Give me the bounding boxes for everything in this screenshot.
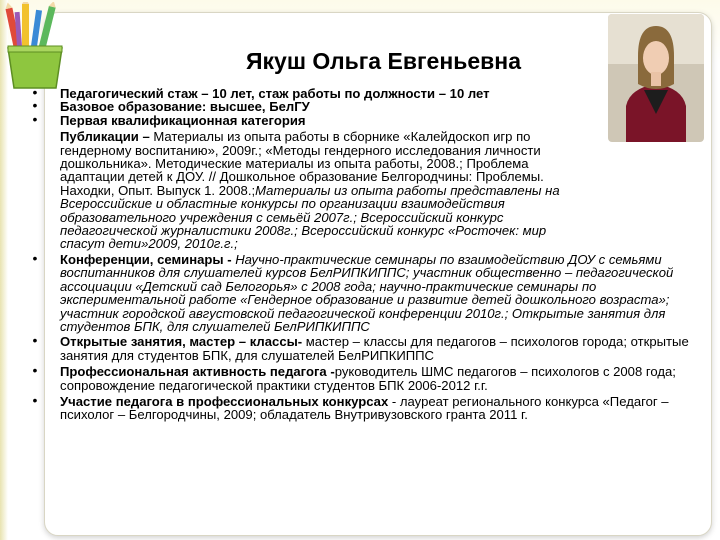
bullet-marker: • [32,249,38,266]
item-heading: Профессиональная активность педагога - [60,364,335,380]
item-text: мастер – классы для педагогов – психологов города; открытые занятия для студентов БПК, для слушателей БелРИПКИППС [60,334,689,363]
list-item-activity [32,362,700,393]
list-item-publications [60,130,590,251]
item-text: Первая квалификационная категория [60,112,306,128]
item-italic-text: Научно-практические семинары по взаимодействию ДОУ с семьями воспитанников для слушателей курсов БелРИПКИППС; участник общественно – педагогической ассоциации «Детский сад Белогорья» с 2008 года; научно-практические семинары по экспериментальной работе «Гендерное образование и развитие детей дошкольного возраста»; участник городской августовской педагогической конференции 2010г.; Открытые занятия для студентов БПК, для слушателей БелРИПКИППС [60,251,674,334]
pencil-cup-icon [2,2,70,90]
list-item-conferences [32,249,700,334]
page-title: Якуш Ольга Евгеньевна [246,48,521,74]
item-text: Материалы из опыта работы в сборнике «Калейдоскоп игр по гендерному воспитанию», 2009г.; «Методы гендерного исследования личности дошкольника». Методические материалы из опыта работы, 2008.; Проблема адаптации детей к ДОУ. // Дошкольное образование Белгородчины: Проблемы. Находки, Опыт. Выпуск 1. 2008.; [60,129,544,198]
bullet-marker: • [32,84,38,100]
bullet-marker: • [32,97,38,114]
bullet-marker: • [32,362,38,379]
list-item-category [32,110,700,128]
list-item-experience [32,84,700,101]
item-text: - лауреат регионального конкурса «Педагог – психолог – Белгородчины, 2009; обладатель Внутривузовского гранта 2011 г. [60,393,669,423]
bullet-marker: • [32,332,38,349]
list-item-open-classes [32,332,700,363]
item-text: руководитель ШМС педагогов – психологов с 2008 года; сопровождение педагогической практики студентов БПК 2006-2012 г.г. [60,364,676,393]
item-text: Базовое образование: высшее, БелГУ [60,99,310,115]
item-heading: Открытые занятия, мастер – классы- [60,334,306,350]
list-item-contests [32,391,700,423]
list-item-education [32,97,700,115]
bullet-marker: • [32,110,38,127]
item-heading: Участие педагога в профессиональных конкурсах [60,393,389,409]
item-heading: Публикации – [60,129,154,145]
info-list [32,84,700,423]
bullet-marker: • [32,391,38,408]
item-italic-text: Материалы из опыта работы представлены на Всероссийские и областные конкурсы по организации взаимодействия образовательного учреждения с семьёй 2007г.; Всероссийский конкурс педагогической журналистики 2008г.; Всероссийский конкурс «Росточек: мир спасут дети»2009, 2010г.г.; [60,182,560,252]
item-heading: Конференции, семинары - [60,251,236,267]
item-text: Педагогический стаж – 10 лет, стаж работы по должности – 10 лет [60,86,490,101]
